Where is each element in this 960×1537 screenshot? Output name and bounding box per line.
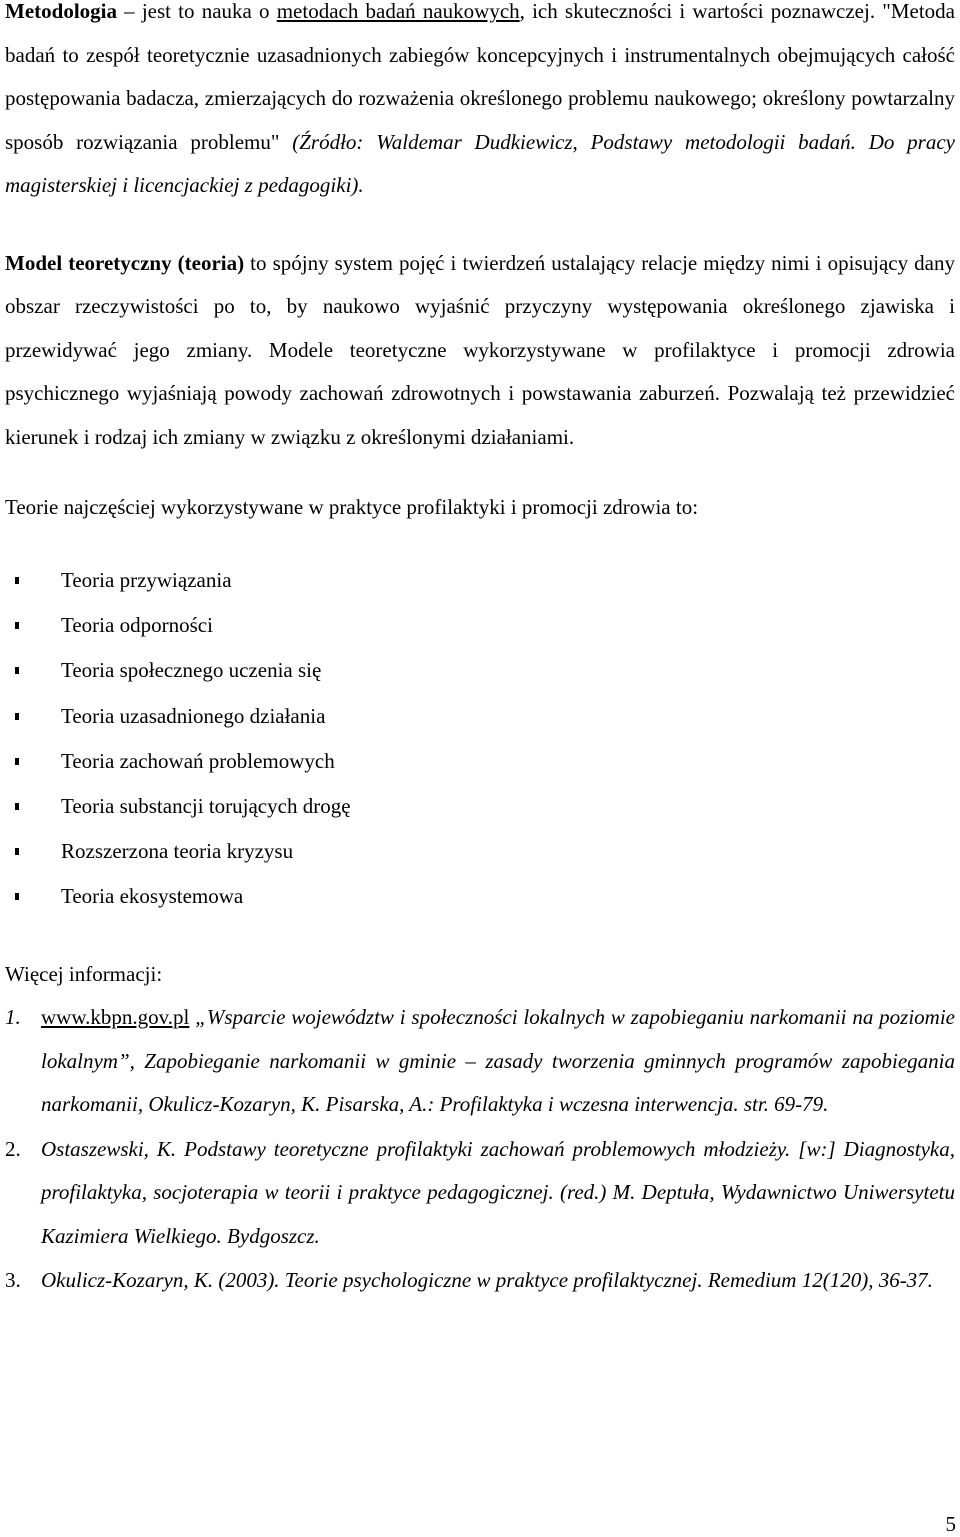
theoretical-model-paragraph xyxy=(5,242,955,460)
theoretical-model-term: Model teoretyczny (teoria) xyxy=(5,250,245,275)
theory-label: Teoria uzasadnionego działania xyxy=(61,703,326,728)
reference-item xyxy=(5,1259,955,1303)
methodology-term: Metodologia xyxy=(5,0,117,23)
bullet-icon xyxy=(15,713,19,720)
reference-text: Ostaszewski, K. Podstawy teoretyczne profilaktyki zachowań problemowych młodzieży. [w:] Diagnostyka, profilaktyka, socjoterapia w teorii i praktyce pedagogicznej. (red.) M. Deptuła, Wydawnictwo Uniwersytetu Kazimiera Wielkiego. Bydgoszcz. xyxy=(41,1136,955,1248)
theory-label: Teoria ekosystemowa xyxy=(61,884,244,909)
bullet-icon xyxy=(15,803,19,810)
theory-label: Teoria substancji torujących drogę xyxy=(61,794,351,819)
list-item xyxy=(5,558,955,603)
reference-text: Okulicz-Kozaryn, K. (2003). Teorie psychologiczne w praktyce profilaktycznej. Remedium 12(120), 36-37. xyxy=(41,1268,933,1293)
methodology-definition: , ich skuteczności i wartości poznawczej. "Metoda badań to zespół teoretycznie uzasadnionych zabiegów koncepcyjnych i instrumentalnych obejmujących całość postępowania badacza, zmierzających do rozważenia określonego problemu naukowego; określony powtarzalny sposób rozwiązania problemu" xyxy=(5,0,955,154)
bullet-icon xyxy=(15,758,19,765)
theoretical-model-definition: to spójny system pojęć i twierdzeń ustalający relacje między nimi i opisujący dany obszar rzeczywistości po to, by naukowo wyjaśnić przyczyny występowania określonego zjawiska i przewidywać jego zmiany. Modele teoretyczne wykorzystywane w profilaktyce i promocji zdrowia psychicznego wyjaśniają powody zachowań zdrowotnych i powstawania zaburzeń. Pozwalają też przewidzieć kierunek i rodzaj ich zmiany w związku z określonymi działaniami. xyxy=(5,250,955,449)
page-number: 5 xyxy=(945,1512,956,1536)
document-page xyxy=(5,0,955,1304)
more-info-heading: Więcej informacji: xyxy=(5,961,163,986)
theory-label: Rozszerzona teoria kryzysu xyxy=(61,839,294,864)
theory-label: Teoria społecznego uczenia się xyxy=(61,658,322,683)
bullet-icon xyxy=(15,622,19,629)
methodology-source: (Źródło: Waldemar Dudkiewicz, Podstawy metodologii badań. Do pracy magisterskiej i licencjackiej z pedagogiki). xyxy=(5,129,955,197)
reference-text: „Wsparcie województw i społeczności lokalnych w zapobieganiu narkomanii na poziomie lokalnym”, Zapobieganie narkomanii w gminie – zasady tworzenia gminnych programów zapobiegania narkomanii, Okulicz-Kozaryn, K. Pisarska, A.: Profilaktyka i wczesna interwencja. str. 69-79. xyxy=(41,1005,955,1117)
list-item xyxy=(5,829,955,874)
methodology-paragraph xyxy=(5,0,955,208)
reference-item xyxy=(5,996,955,1127)
list-item xyxy=(5,648,955,693)
reference-number: 3. xyxy=(5,1268,21,1293)
references-list xyxy=(5,996,955,1303)
list-item xyxy=(5,874,955,919)
list-item xyxy=(5,694,955,739)
reference-number: 2. xyxy=(5,1136,21,1161)
methodology-dash: – jest to nauka o xyxy=(116,0,277,23)
bullet-icon xyxy=(15,577,19,584)
bullet-icon xyxy=(15,667,19,674)
theory-label: Teoria przywiązania xyxy=(61,568,232,593)
kbpn-link[interactable]: www.kbpn.gov.pl xyxy=(41,1005,190,1030)
list-item xyxy=(5,739,955,784)
theories-intro: Teorie najczęściej wykorzystywane w praktyce profilaktyki i promocji zdrowia to: xyxy=(5,495,699,520)
reference-item xyxy=(5,1128,955,1259)
reference-number: 1. xyxy=(5,1005,21,1030)
bullet-icon xyxy=(15,848,19,855)
list-item xyxy=(5,784,955,829)
theories-list xyxy=(5,558,955,920)
theory-label: Teoria zachowań problemowych xyxy=(61,748,335,773)
research-methods-link[interactable]: metodach badań naukowych xyxy=(276,0,520,23)
bullet-icon xyxy=(15,893,19,900)
theory-label: Teoria odporności xyxy=(61,613,213,638)
list-item xyxy=(5,603,955,648)
